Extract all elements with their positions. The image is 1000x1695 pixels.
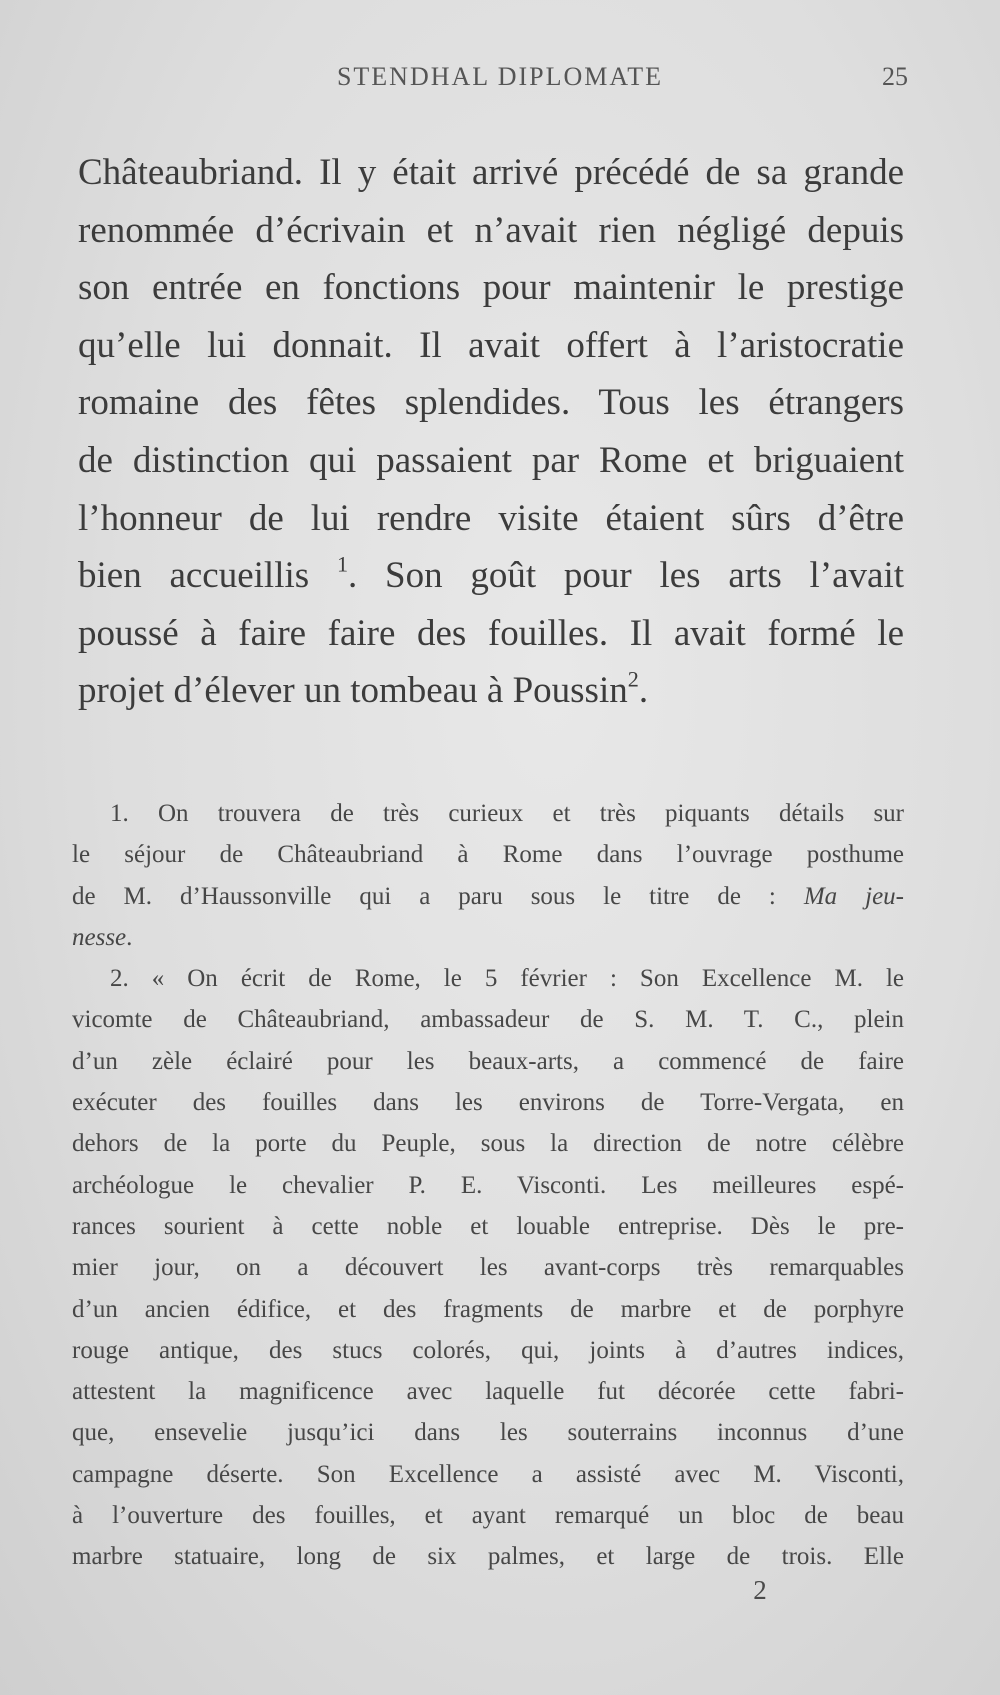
body-line: qu’elle lui donnait. Il avait offert à l’aristocratie (78, 324, 904, 366)
footnotes (72, 793, 904, 1578)
running-title: STENDHAL DIPLOMATE (336, 62, 664, 91)
body-text-fragment: . (638, 670, 649, 712)
main-paragraph (78, 144, 904, 720)
footnote-line: marbre statuaire, long de six palmes, et large de trois. Elle (72, 1543, 904, 1571)
footnote-text-fragment: . (126, 923, 133, 951)
signature-mark: 2 (753, 1575, 767, 1605)
footnote-line: d’un zèle éclairé pour les beaux-arts, a commencé de faire (72, 1047, 904, 1075)
footnote-line: 2. « On écrit de Rome, le 5 février : Son Excellence M. le (110, 965, 904, 993)
body-line: l’honneur de lui rendre visite étaient sûrs d’être (78, 497, 904, 539)
body-text-fragment: . Son goût pour les arts l’avait (348, 555, 905, 597)
body-line: renommée d’écrivain et n’avait rien négligé depuis (78, 209, 904, 251)
body-text-fragment: projet d’élever un tombeau à Poussin (78, 670, 628, 712)
page-number: 25 (882, 62, 908, 91)
footnote-text-fragment: de M. d’Haussonville qui a paru sous le titre de : (72, 882, 804, 910)
body-line: romaine des fêtes splendides. Tous les étrangers (78, 382, 904, 424)
book-title-italic: Ma jeu- (803, 882, 904, 910)
footnote-line: dehors de la porte du Peuple, sous la direction de notre célèbre (72, 1130, 904, 1158)
footnote-line: à l’ouverture des fouilles, et ayant remarqué un bloc de beau (72, 1502, 904, 1530)
body-line (78, 547, 904, 605)
footnote-line: exécuter des fouilles dans les environs de Torre-Vergata, en (72, 1089, 904, 1117)
footnote-line: rances sourient à cette noble et louable entreprise. Dès le pre- (72, 1212, 904, 1240)
footnote-line: rouge antique, des stucs colorés, qui, joints à d’autres indices, (72, 1336, 904, 1364)
body-line: Châteaubriand. Il y était arrivé précédé de sa grande (78, 152, 904, 193)
body-text-fragment: bien accueillis (78, 555, 310, 597)
footnote-ref-2: 2 (627, 666, 639, 692)
footnote-line (72, 917, 904, 958)
footnote-line: que, ensevelie jusqu’ici dans les souterrains inconnus d’une (72, 1419, 904, 1447)
body-line: son entrée en fonctions pour maintenir le prestige (78, 267, 904, 309)
footnote-line: attestent la magnificence avec laquelle fut décorée cette fabri- (72, 1378, 904, 1406)
body-line: de distinction qui passaient par Rome et briguaient (78, 439, 904, 481)
footnote-line: vicomte de Châteaubriand, ambassadeur de S. M. T. C., plein (72, 1006, 904, 1034)
footnote-line: campagne déserte. Son Excellence a assisté avec M. Visconti, (72, 1460, 904, 1488)
footnote-line: 1. On trouvera de très curieux et très piquants détails sur (110, 800, 904, 827)
footnote-line: archéologue le chevalier P. E. Visconti. Les meilleures espé- (72, 1171, 904, 1199)
body-line: poussé à faire faire des fouilles. Il avait formé le (78, 612, 904, 654)
footnote-line: mier jour, on a découvert les avant-corps très remarquables (72, 1254, 904, 1282)
body-line (78, 662, 904, 720)
footnote-line: le séjour de Châteaubriand à Rome dans l’ouvrage posthume (72, 841, 904, 869)
footnote-ref-1: 1 (336, 551, 349, 577)
footnote-line: d’un ancien édifice, et des fragments de marbre et de porphyre (72, 1295, 904, 1323)
book-title-italic: nesse (72, 923, 127, 951)
footnote-line (72, 876, 904, 917)
